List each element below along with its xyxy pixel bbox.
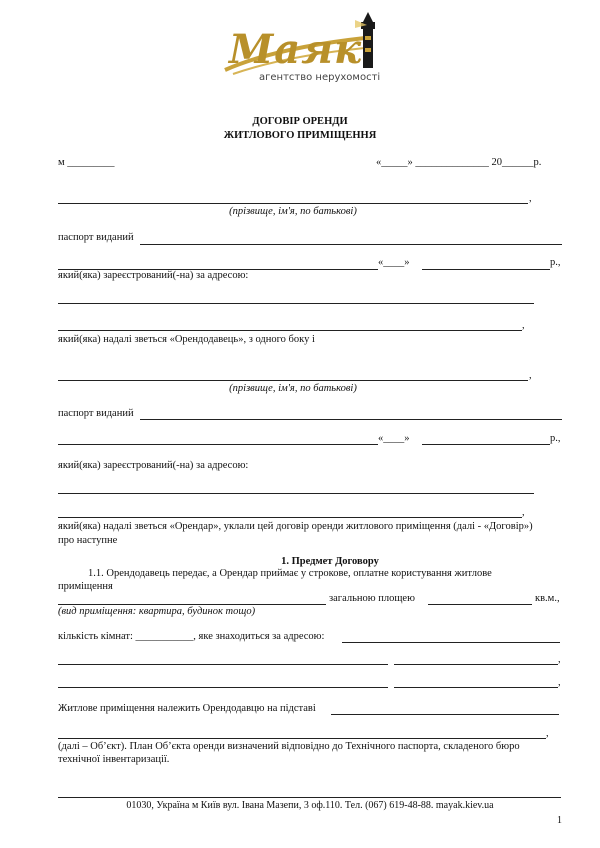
landlord-called-text: який(яка) надалі зветься «Орендодавець», з одного боку і [58, 334, 315, 345]
landlord-name-line[interactable] [58, 203, 528, 204]
tenant-passport-line[interactable] [140, 419, 562, 420]
tenant-registered-label: який(яка) зареєстрований(-на) за адресою: [58, 460, 249, 471]
footer-address: 01030, Україна м Київ вул. Івана Мазепи, 3 оф.110. Тел. (067) 619-48-88. mayak.kiev.ua [126, 800, 494, 811]
tenant-issue-year-suffix: р., [550, 433, 561, 444]
landlord-address-line1[interactable] [58, 303, 534, 304]
area-line[interactable] [428, 604, 532, 605]
tenant-address-line1[interactable] [58, 493, 534, 494]
tenant-called-text: який(яка) надалі зветься «Орендар», уклали цей договір оренди житлового приміщення (далі - «Договір») [58, 521, 533, 532]
address-line1a[interactable] [58, 664, 388, 665]
landlord-passport-line[interactable] [140, 244, 562, 245]
company-logo [215, 8, 385, 88]
date-field[interactable]: «_____» ______________ 20______р. [376, 157, 542, 168]
address-line2a[interactable] [58, 687, 388, 688]
city-field[interactable]: м _________ [58, 157, 115, 168]
document-title-line1: ДОГОВІР ОРЕНДИ [252, 116, 348, 127]
landlord-issue-month-line[interactable] [422, 269, 512, 270]
premises-type-line[interactable] [58, 604, 326, 605]
tenant-address-line2[interactable] [58, 517, 522, 518]
ownership-basis-line[interactable] [331, 714, 559, 715]
tenant-issue-year-line[interactable] [500, 444, 550, 445]
section1-p1-line1: 1.1. Орендодавець передає, а Орендар приймає у строкове, оплатне користування житлове [88, 568, 492, 579]
rooms-label: кількість кімнат: ___________, яке знаходиться за адресою: [58, 631, 325, 642]
address-line0[interactable] [342, 642, 560, 643]
object-text-line1: (далі – Об’єкт). План Об’єкта оренди визначений відповідно до Технічного паспорта, складеного бюро [58, 741, 520, 752]
landlord-address-line2[interactable] [58, 330, 522, 331]
section1-p1-line2: приміщення [58, 581, 113, 592]
premises-type-hint: (вид приміщення: квартира, будинок тощо) [58, 606, 256, 617]
logo-wordmark: Маяк [229, 26, 363, 73]
landlord-issue-year-line[interactable] [500, 269, 550, 270]
landlord-issue-year-suffix: р., [550, 257, 561, 268]
address-line1b[interactable] [394, 664, 558, 665]
tenant-name-hint: (прізвище, ім'я, по батькові) [229, 383, 357, 394]
landlord-issue-date[interactable]: «____» [378, 257, 410, 268]
landlord-passport-label: паспорт виданий [58, 232, 134, 243]
landlord-registered-label: який(яка) зареєстрований(-на) за адресою: [58, 270, 249, 281]
tenant-passport-label: паспорт виданий [58, 408, 134, 419]
page-number: 1 [557, 815, 562, 826]
tenant-issuer-line[interactable] [58, 444, 378, 445]
ownership-basis-line2[interactable] [58, 738, 546, 739]
tenant-issue-date[interactable]: «____» [378, 433, 410, 444]
address-line2b[interactable] [394, 687, 558, 688]
area-label: загальною площею [329, 593, 415, 604]
object-text-line2: технічної інвентаризації. [58, 754, 170, 765]
follows-text: про наступне [58, 535, 118, 546]
landlord-name-hint: (прізвище, ім'я, по батькові) [229, 206, 357, 217]
logo-tagline: агентство нерухомості [259, 72, 381, 83]
footer-divider [58, 797, 561, 798]
tenant-name-line[interactable] [58, 380, 528, 381]
ownership-label: Житлове приміщення належить Орендодавцю на підставі [58, 703, 316, 714]
section1-heading: 1. Предмет Договору [281, 556, 379, 567]
tenant-issue-month-line[interactable] [422, 444, 512, 445]
document-title-line2: ЖИТЛОВОГО ПРИМІЩЕННЯ [223, 130, 377, 141]
sqm-label: кв.м., [535, 593, 560, 604]
